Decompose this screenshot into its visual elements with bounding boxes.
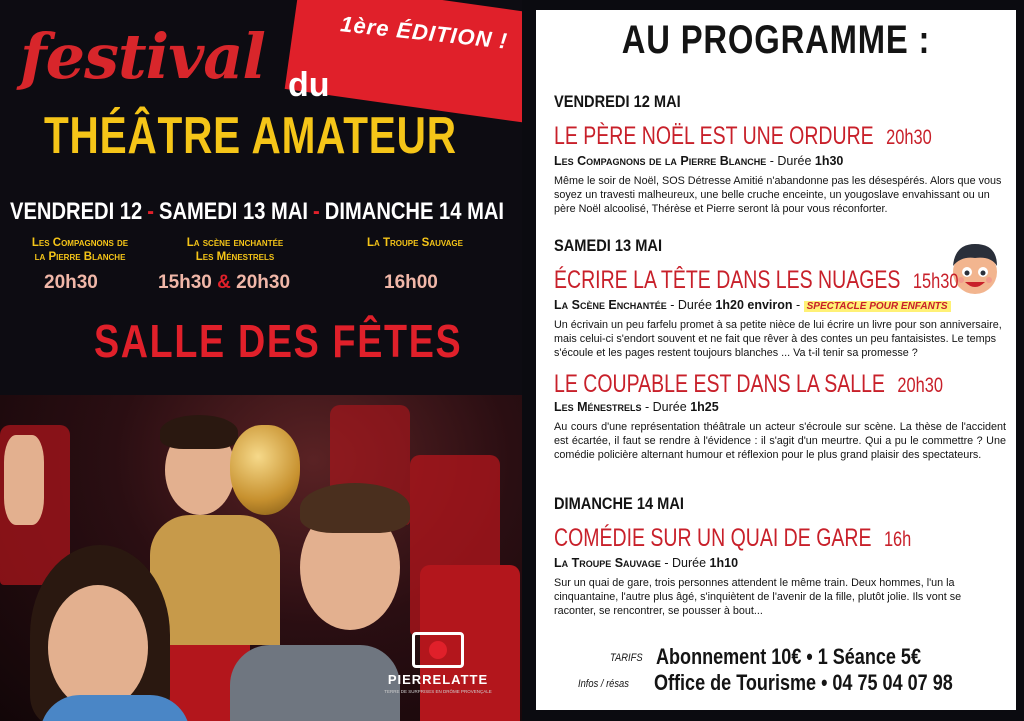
infos-label: Infos / résas [578,678,629,690]
pierrelatte-logo [412,632,464,668]
show-title [554,122,932,151]
logo-name: PIERRELATTE [387,672,489,687]
times-row [0,272,522,302]
time-amp: & [217,272,231,293]
festival-title: festival [20,20,265,93]
theatre-title: THÉÂTRE AMATEUR [44,107,457,165]
tarifs-label: TARIFS [610,652,643,664]
duration-label: - Durée [660,556,710,570]
day-heading: SAMEDI 13 MAI [554,236,663,255]
duration [766,154,843,168]
edition-label: 1ère ÉDITION ! [339,11,509,54]
show-title [554,370,943,399]
hair [160,415,238,449]
company-name: Les Compagnons de la Pierre Blanche [554,154,767,168]
troupe-line: La scène enchantée [186,237,284,249]
duration [661,556,738,570]
show-title [554,266,958,295]
shirt [230,645,400,721]
pricing-block [536,642,1016,702]
company-name: Les Ménestrels [554,400,642,414]
day-heading: VENDREDI 12 MAI [554,92,681,111]
date-saturday: SAMEDI 13 MAI [159,198,309,225]
duration-label: - Durée [766,154,815,168]
troupe-friday [10,236,150,264]
tarifs-value: Abonnement 10€ • 1 Séance 5€ [656,644,922,669]
company-name: La Troupe Sauvage [554,556,661,570]
duration-value: 1h30 [814,154,844,168]
time-saturday-a: 15h30 [158,272,212,293]
duration [667,298,793,312]
troupe-saturday [160,236,310,264]
show-hour: 20h30 [886,126,932,149]
venue-title: SALLE DES FÊTES [94,315,463,367]
duration-value: 1h25 [690,400,719,414]
troupe-line: Les Compagnons de [31,237,129,249]
theatre-mask [230,425,300,515]
show-company [554,556,738,570]
show-description: Même le soir de Noël, SOS Détresse Amitié n'abandonne pas les désespérés. Alors que vous soyez un travesti malheureux, une belle cruche enceinte, un yougoslave envahissant ou un père Noël alcoolisé, Thérèse et Pierre seront là pour vous réconforter. [554,175,1002,215]
duration-value: 1h20 environ [715,298,793,312]
time-saturday-b: 20h30 [236,272,291,293]
programme-panel [536,10,1016,710]
time-sunday: 16h00 [384,272,438,293]
du-word: du [288,66,330,104]
show-company: La Scène Enchantée - Durée 1h20 environ - SPECTACLE POUR ENFANTS [554,298,951,312]
show-name: LE COUPABLE EST DANS LA SALLE [554,370,885,398]
show-description: Un écrivain un peu farfelu promet à sa petite nièce de lui écrire un livre pour son anniversaire, mais celui-ci s'endort souvent et ne fait que rêver à des contes un peu fantaisistes. Le temps s'écoule et les pages restent toujours blanches ... Va t-il tenir sa promesse ? [554,319,1002,359]
hand [4,435,44,525]
show-title [554,524,911,553]
show-name: COMÉDIE SUR UN QUAI DE GARE [554,524,872,552]
show-company [554,400,719,414]
date-friday: VENDREDI 12 [10,198,143,225]
company-name: La Scène Enchantée [554,298,667,312]
troupe-line: la Pierre Blanche [34,251,126,263]
show-hour: 16h [883,528,912,551]
programme-title: AU PROGRAMME : [621,18,931,62]
date-sunday: DIMANCHE 14 MAI [324,198,505,225]
time-friday: 20h30 [44,272,98,293]
day-heading: DIMANCHE 14 MAI [554,494,684,513]
time-saturday [158,272,290,294]
face [48,585,148,710]
troupe-sunday [340,236,490,250]
infos-value: Office de Tourisme • 04 75 04 07 98 [654,670,953,695]
show-description: Sur un quai de gare, trois personnes attendent le même train. Deux hommes, l'un la cinquantaine, l'autre plus âgé, s'inquiètent de l'avenir de la fille, plutôt jolie. Ils vont se raconter, se rencontrer, se pousser à bout... [554,577,962,617]
show-hour: 15h30 [912,270,959,293]
hair [300,483,410,533]
show-name: ÉCRIRE LA TÊTE DANS LES NUAGES [554,266,901,294]
date-separator: - [147,198,154,225]
duration-label: - Durée [641,400,691,414]
duration-value: 1h10 [709,556,739,570]
kids-badge: SPECTACLE POUR ENFANTS [804,301,951,312]
show-hour: 20h30 [897,374,943,397]
date-separator: - [313,198,320,225]
logo-tagline: TERRE DE SURPRISES EN DRÔME PROVENÇALE [384,689,492,694]
duration-label: - Durée [666,298,716,312]
festival-dates [10,198,505,226]
show-company [554,154,843,168]
troupe-line: Les Ménestrels [195,251,275,263]
show-name: LE PÈRE NOËL EST UNE ORDURE [554,122,874,150]
show-description: Au cours d'une représentation théâtrale un acteur s'écroule sur scène. La thèse de l'accident est écartée, il faut se rendre à l'évidence : il s'agit d'un meurtre. Qui a pu le commettre ? Une comédie policière alternant humour et réflexion pour le plus grand plaisir des spectateurs. [554,421,1006,461]
duration [642,400,719,414]
troupe-line: La Troupe Sauvage [367,237,463,249]
shirt [40,695,190,721]
